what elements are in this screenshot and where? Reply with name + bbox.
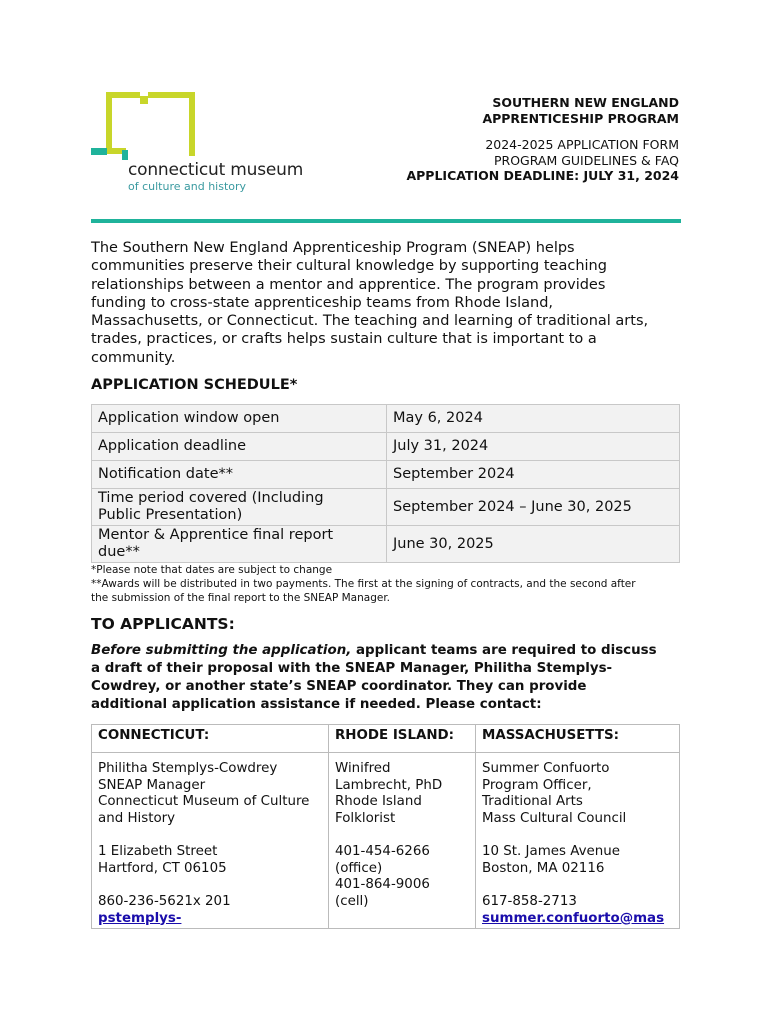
table-row: Time period covered (Including Public Presentation) September 2024 – June 30, 2025 xyxy=(92,489,680,526)
form-info xyxy=(406,137,679,184)
ma-email-link[interactable]: summer.confuorto@mas xyxy=(482,910,665,926)
applicants-instructions: Before submitting the application, applicant teams are required to discuss a draft of their proposal with the SNEAP Manager, Philitha Stemplys- Cowdrey, or another state’s SNEAP coordinator. They can provide additional application assistance if needed. Please contact: xyxy=(91,643,657,712)
schedule-title: APPLICATION SCHEDULE* xyxy=(91,377,298,393)
ma-heading: MASSACHUSETTS: xyxy=(476,725,680,753)
form-line: 2024-2025 APPLICATION FORM xyxy=(485,137,679,152)
logo-name: connecticut museum xyxy=(128,160,304,180)
table-row: Application deadline July 31, 2024 xyxy=(92,433,680,461)
contacts-body-row xyxy=(92,753,680,929)
logo-subtitle: of culture and history xyxy=(128,180,247,193)
ct-email-link[interactable]: pstemplys- xyxy=(98,910,182,926)
table-row: Mentor & Apprentice final report due** June 30, 2025 xyxy=(92,526,680,563)
deadline-line: APPLICATION DEADLINE: JULY 31, 2024 xyxy=(406,168,679,183)
table-row: Application window open May 6, 2024 xyxy=(92,405,680,433)
guidelines-line: PROGRAM GUIDELINES & FAQ xyxy=(493,152,679,168)
applicants-heading: TO APPLICANTS: xyxy=(91,615,235,633)
ma-contact: Summer Confuorto Program Officer, Traditional Arts Mass Cultural Council 10 St. James Avenue Boston, MA 02116 617-858-2713 summer.confuorto@mas xyxy=(476,753,680,929)
ct-heading: CONNECTICUT: xyxy=(92,725,329,753)
table-row: Notification date** September 2024 xyxy=(92,461,680,489)
ri-contact: Winifred Lambrecht, PhD Rhode Island Folklorist 401-454-6266 (office) 401-864-9006 (cell) xyxy=(329,753,476,929)
schedule-notes: *Please note that dates are subject to change **Awards will be distributed in two payments. The first at the signing of contracts, and the second after the submission of the final report to the SNEAP Manager. xyxy=(91,564,636,604)
intro-paragraph: The Southern New England Apprenticeship Program (SNEAP) helps communities preserve their cultural knowledge by supporting teaching relationships between a mentor and apprentice. The program provides funding to cross-state apprenticeship teams from Rhode Island, Massachusetts, or Connecticut. The teaching and learning of traditional arts, trades, practices, or crafts helps sustain culture that is important to a community. xyxy=(91,240,649,366)
program-title: SOUTHERN NEW ENGLAND APPRENTICESHIP PROGRAM xyxy=(482,95,679,126)
ri-heading: RHODE ISLAND: xyxy=(329,725,476,753)
contacts-table xyxy=(91,724,680,929)
header-divider xyxy=(91,219,681,223)
ct-contact: Philitha Stemplys-Cowdrey SNEAP Manager Connecticut Museum of Culture and History 1 Elizabeth Street Hartford, CT 06105 860-236-5621x 201 pstemplys- xyxy=(92,753,329,929)
contacts-header-row xyxy=(92,725,680,753)
schedule-table xyxy=(91,404,680,563)
